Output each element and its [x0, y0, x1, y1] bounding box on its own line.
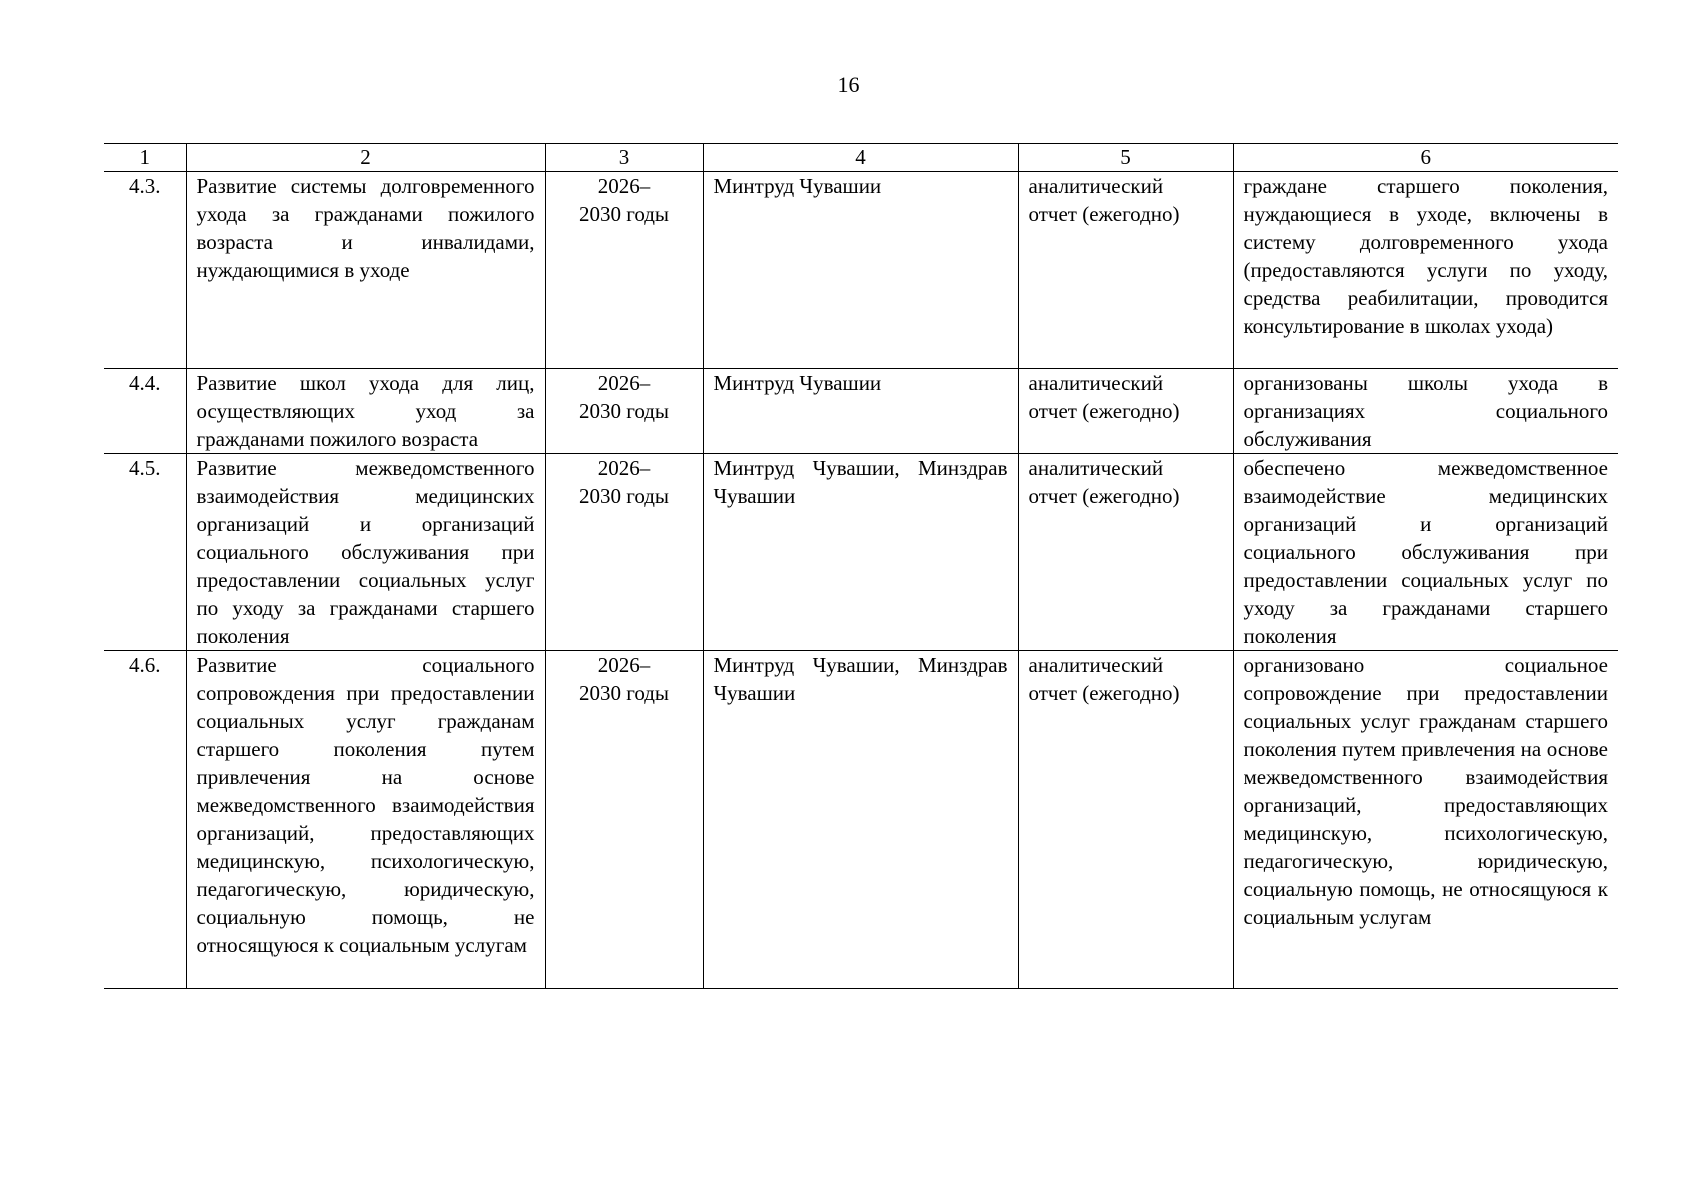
expected-result: граждане старшего поколения, нуждающиеся в уходе, включены в систему долговременного ухода (предоставляются услуги по уходу, средства реабилитации, проводится консультирование в школах ухода): [1233, 172, 1618, 369]
expected-result: обеспечено межведомственное взаимодействие медицинских организаций и организаций социального обслуживания при предоставлении социальных услуг по уходу за гражданами старшего поколения: [1233, 454, 1618, 651]
event-name: Развитие школ ухода для лиц, осуществляющих уход за гражданами пожилого возраста: [186, 369, 545, 454]
event-name: Развитие межведомственного взаимодействия медицинских организаций и организаций социального обслуживания при предоставлении социальных услуг по уходу за гражданами старшего поколения: [186, 454, 545, 651]
expected-result: организовано социальное сопровождение при предоставлении социальных услуг гражданам старшего поколения путем привлечения на основе межведомственного взаимодействия организаций, предоставляющих медицинскую, психологическую, педагогическую, юридическую, социальную помощь, не относящуюся к социальным услугам: [1233, 651, 1618, 989]
table-row: [104, 651, 1618, 989]
executor: Минтруд Чувашии: [703, 369, 1018, 454]
column-header-6: 6: [1233, 144, 1618, 172]
executor: Минтруд Чувашии, Минздрав Чувашии: [703, 651, 1018, 989]
header-row: [104, 144, 1618, 172]
period: 2026– 2030 годы: [545, 172, 703, 369]
column-header-5: 5: [1018, 144, 1233, 172]
row-number: 4.6.: [104, 651, 186, 989]
row-number: 4.5.: [104, 454, 186, 651]
column-header-4: 4: [703, 144, 1018, 172]
row-number: 4.3.: [104, 172, 186, 369]
completion-form: аналитический отчет (ежегодно): [1018, 369, 1233, 454]
period: 2026– 2030 годы: [545, 454, 703, 651]
page-number: 16: [837, 72, 860, 97]
column-header-3: 3: [545, 144, 703, 172]
period: 2026– 2030 годы: [545, 369, 703, 454]
completion-form: аналитический отчет (ежегодно): [1018, 651, 1233, 989]
table-row: [104, 172, 1618, 369]
executor: Минтруд Чувашии, Минздрав Чувашии: [703, 454, 1018, 651]
table-row: [104, 454, 1618, 651]
table-row: [104, 369, 1618, 454]
period: 2026– 2030 годы: [545, 651, 703, 989]
row-number: 4.4.: [104, 369, 186, 454]
completion-form: аналитический отчет (ежегодно): [1018, 454, 1233, 651]
events-table: [104, 143, 1618, 989]
column-header-2: 2: [186, 144, 545, 172]
event-name: Развитие социального сопровождения при предоставлении социальных услуг гражданам старшего поколения путем привлечения на основе межведомственного взаимодействия организаций, предоставляющих медицинскую, психологическую, педагогическую, юридическую, социальную помощь, не относящуюся к социальным услугам: [186, 651, 545, 989]
column-header-1: 1: [104, 144, 186, 172]
completion-form: аналитический отчет (ежегодно): [1018, 172, 1233, 369]
expected-result: организованы школы ухода в организациях социального обслуживания: [1233, 369, 1618, 454]
executor: Минтруд Чувашии: [703, 172, 1018, 369]
event-name: Развитие системы долговременного ухода за гражданами пожилого возраста и инвалидами, нуждающимися в уходе: [186, 172, 545, 369]
